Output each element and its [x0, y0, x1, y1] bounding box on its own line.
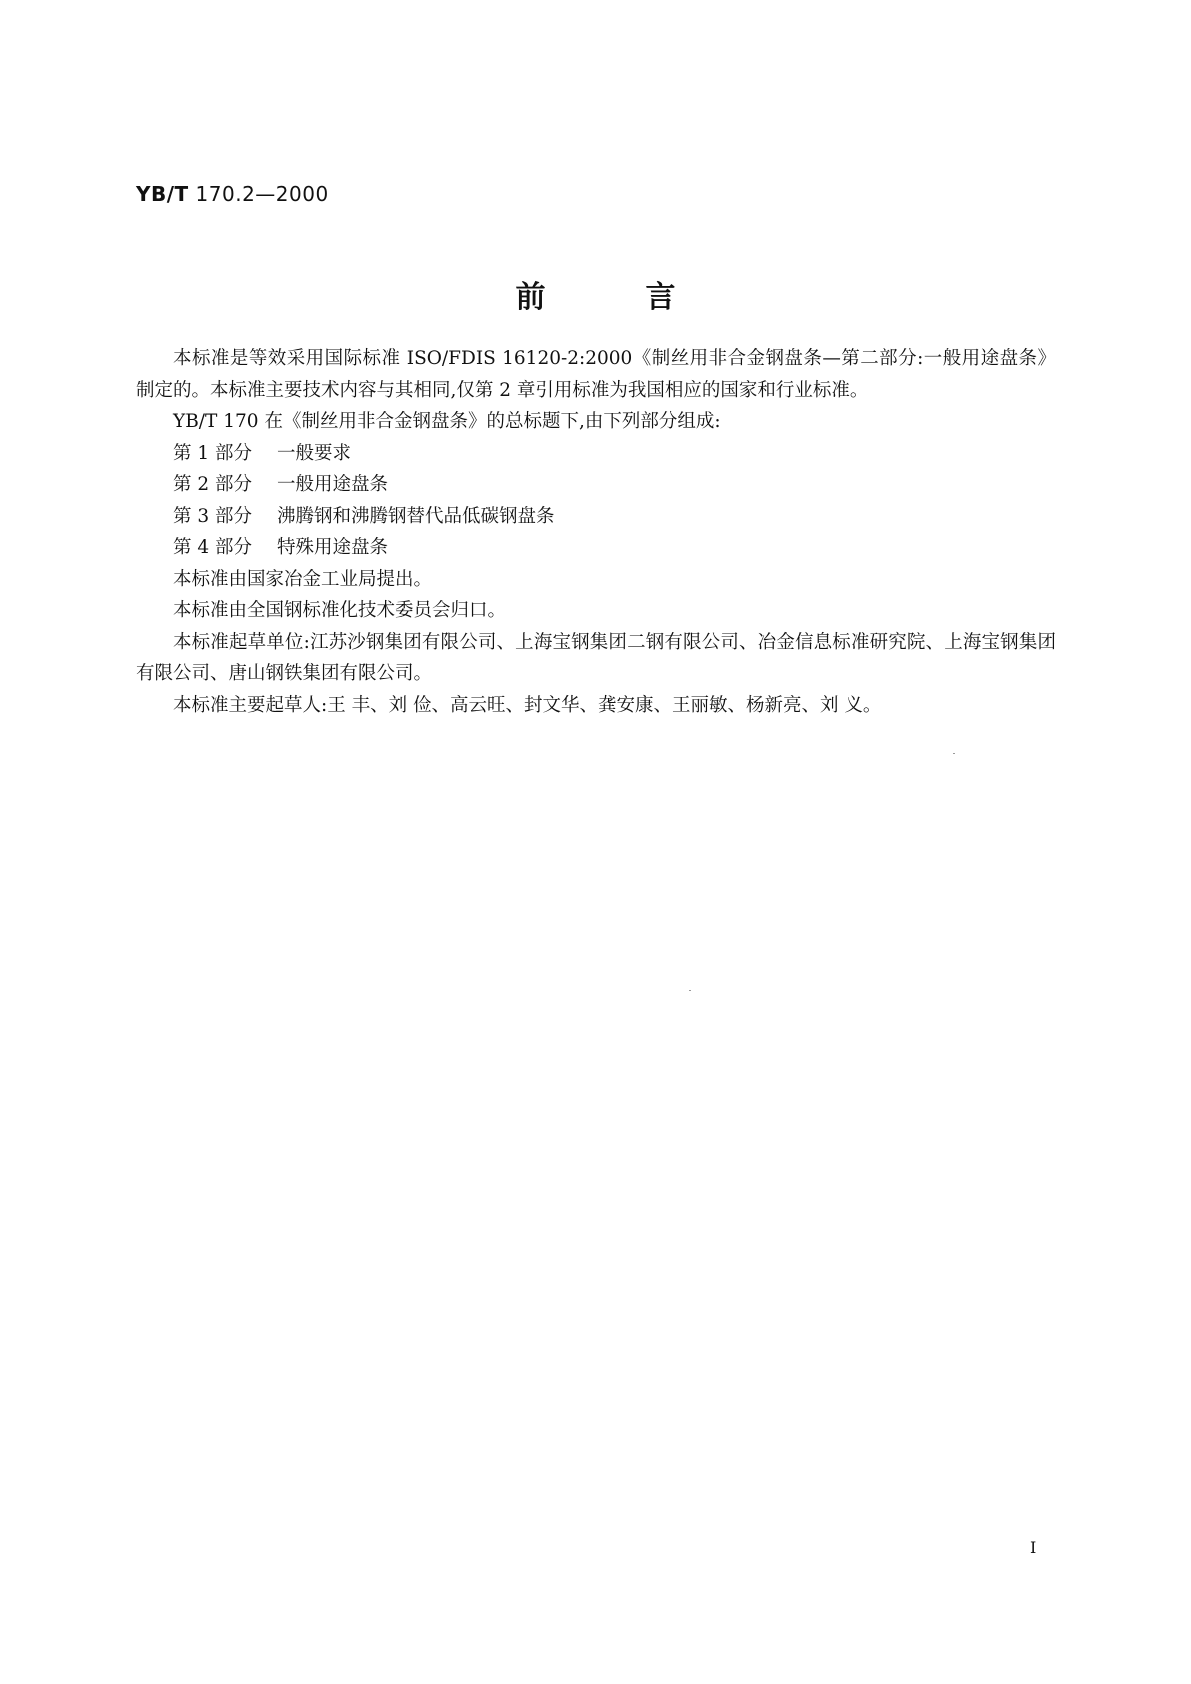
paragraph-drafting-units: 本标准起草单位:江苏沙钢集团有限公司、上海宝钢集团二钢有限公司、冶金信息标准研究院、上海宝钢集团有限公司、唐山钢铁集团有限公司。	[136, 631, 1056, 684]
part-number: 第 4 部分	[173, 537, 253, 558]
part-number: 第 1 部分	[173, 442, 253, 464]
page-number: I	[1030, 1538, 1037, 1557]
part-number: 第 2 部分	[173, 474, 253, 495]
part-item	[136, 532, 1056, 564]
page-title: 前言	[515, 280, 776, 315]
part-item	[136, 469, 1056, 501]
part-item	[136, 501, 1056, 533]
paragraph-centralized-by: 本标准由全国钢标准化技术委员会归口。	[173, 600, 507, 621]
standard-code-number: 170.2—2000	[195, 182, 329, 206]
standard-code	[136, 182, 329, 206]
part-number: 第 3 部分	[173, 505, 253, 527]
part-name: 特殊用途盘条	[277, 537, 389, 558]
standard-code-prefix: YB/T	[136, 182, 189, 206]
paragraph-proposed-by: 本标准由国家冶金工业局提出。	[173, 568, 433, 590]
paragraph-composition: YB/T 170 在《制丝用非合金钢盘条》的总标题下,由下列部分组成:	[173, 411, 721, 432]
scan-speck	[953, 753, 955, 754]
paragraph-adoption: 本标准是等效采用国际标准 ISO/FDIS 16120-2:2000《制丝用非合金钢盘条—第二部分:一般用途盘条》制定的。本标准主要技术内容与其相同,仅第 2 章引用标准为我国相应的国家和行业标准。	[136, 348, 1056, 401]
foreword-body	[136, 343, 1056, 721]
part-name: 一般用途盘条	[277, 474, 389, 495]
scan-speck	[689, 990, 691, 991]
part-name: 一般要求	[277, 442, 352, 464]
part-name: 沸腾钢和沸腾钢替代品低碳钢盘条	[277, 505, 555, 527]
part-item	[136, 438, 1056, 470]
paragraph-drafters: 本标准主要起草人:王 丰、刘 俭、高云旺、封文华、龚安康、王丽敏、杨新亮、刘 义。	[173, 694, 882, 716]
